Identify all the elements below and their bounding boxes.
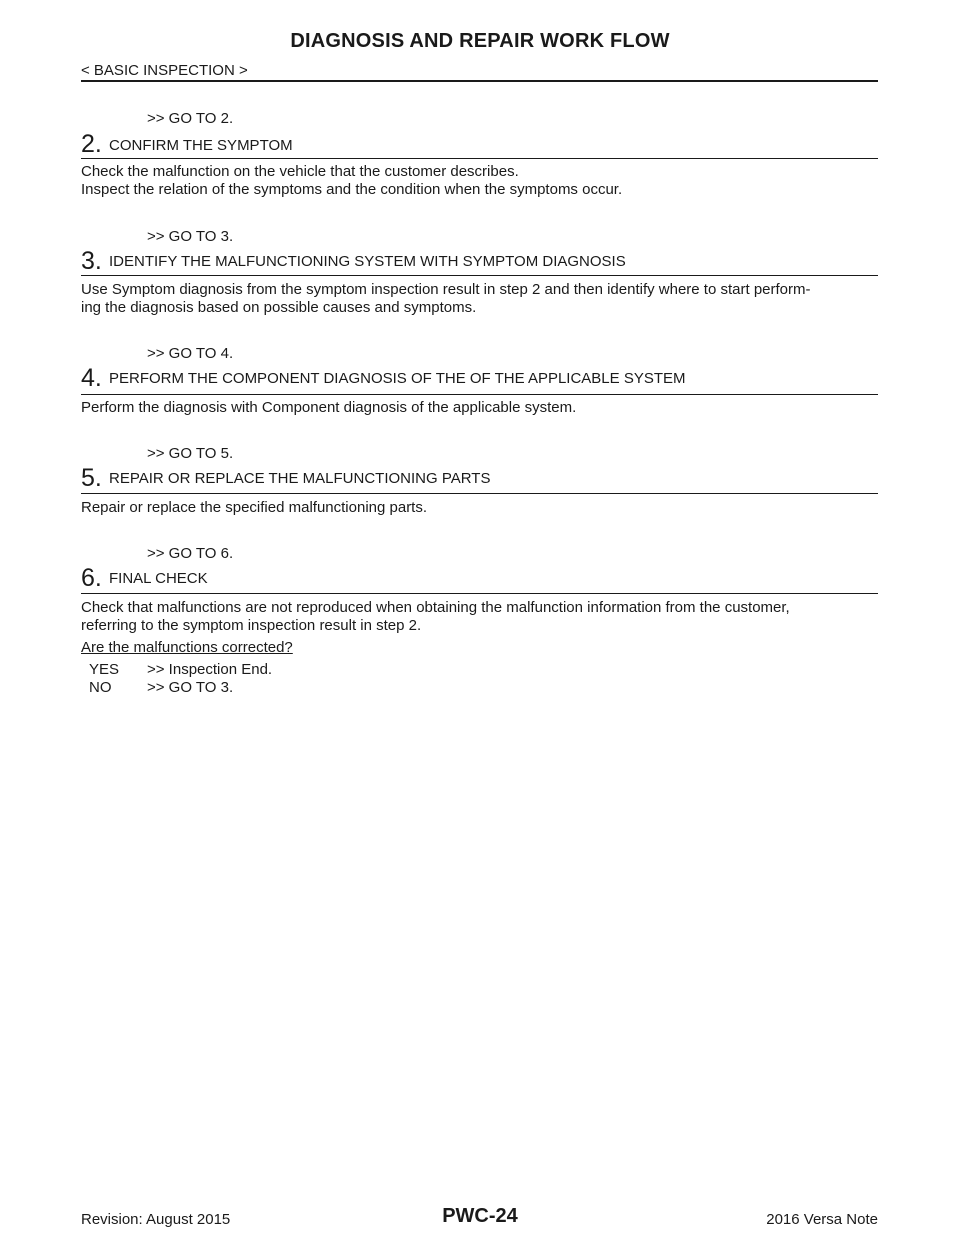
goto-link: >> GO TO 5. — [147, 445, 234, 462]
step-divider — [81, 394, 878, 395]
goto-link: >> GO TO 3. — [147, 228, 234, 245]
answer-key-no: NO — [89, 679, 112, 696]
step-divider — [81, 158, 878, 159]
step-body-line: ing the diagnosis based on possible causes and symptoms. — [81, 299, 477, 316]
step-body-line: Use Symptom diagnosis from the symptom inspection result in step 2 and then identify where to start perform- — [81, 281, 811, 298]
step-title: REPAIR OR REPLACE THE MALFUNCTIONING PARTS — [109, 470, 491, 487]
model-name: 2016 Versa Note — [766, 1211, 878, 1228]
step-body-line: Check that malfunctions are not reproduced when obtaining the malfunction information from the customer, — [81, 599, 790, 616]
section-label: < BASIC INSPECTION > — [81, 62, 248, 79]
step-number: 2. — [81, 130, 102, 158]
step-number: 4. — [81, 364, 102, 392]
decision-question: Are the malfunctions corrected? — [81, 639, 293, 656]
step-title: IDENTIFY THE MALFUNCTIONING SYSTEM WITH SYMPTOM DIAGNOSIS — [109, 253, 626, 270]
step-body-line: Repair or replace the specified malfunctioning parts. — [81, 499, 428, 516]
step-body-line: Inspect the relation of the symptoms and the condition when the symptoms occur. — [81, 181, 623, 198]
step-title: CONFIRM THE SYMPTOM — [109, 137, 293, 154]
goto-link: >> GO TO 6. — [147, 545, 234, 562]
step-title: PERFORM THE COMPONENT DIAGNOSIS OF THE OF THE APPLICABLE SYSTEM — [109, 370, 686, 387]
answer-value-yes: >> Inspection End. — [147, 661, 273, 678]
step-body-line: Check the malfunction on the vehicle that the customer describes. — [81, 163, 519, 180]
step-divider — [81, 275, 878, 276]
answer-key-yes: YES — [89, 661, 120, 678]
page-number: PWC-24 — [442, 1205, 518, 1227]
step-body-line: referring to the symptom inspection result in step 2. — [81, 617, 422, 634]
step-number: 5. — [81, 464, 102, 492]
step-divider — [81, 493, 878, 494]
step-divider — [81, 593, 878, 594]
step-number: 6. — [81, 564, 102, 592]
step-number: 3. — [81, 247, 102, 275]
revision-date: Revision: August 2015 — [81, 1211, 231, 1228]
page-title: DIAGNOSIS AND REPAIR WORK FLOW — [290, 30, 670, 52]
step-body-line: Perform the diagnosis with Component diagnosis of the applicable system. — [81, 399, 577, 416]
answer-value-no: >> GO TO 3. — [147, 679, 234, 696]
goto-link: >> GO TO 4. — [147, 345, 234, 362]
goto-link: >> GO TO 2. — [147, 110, 234, 127]
step-title: FINAL CHECK — [109, 570, 208, 587]
header-divider — [81, 80, 878, 82]
